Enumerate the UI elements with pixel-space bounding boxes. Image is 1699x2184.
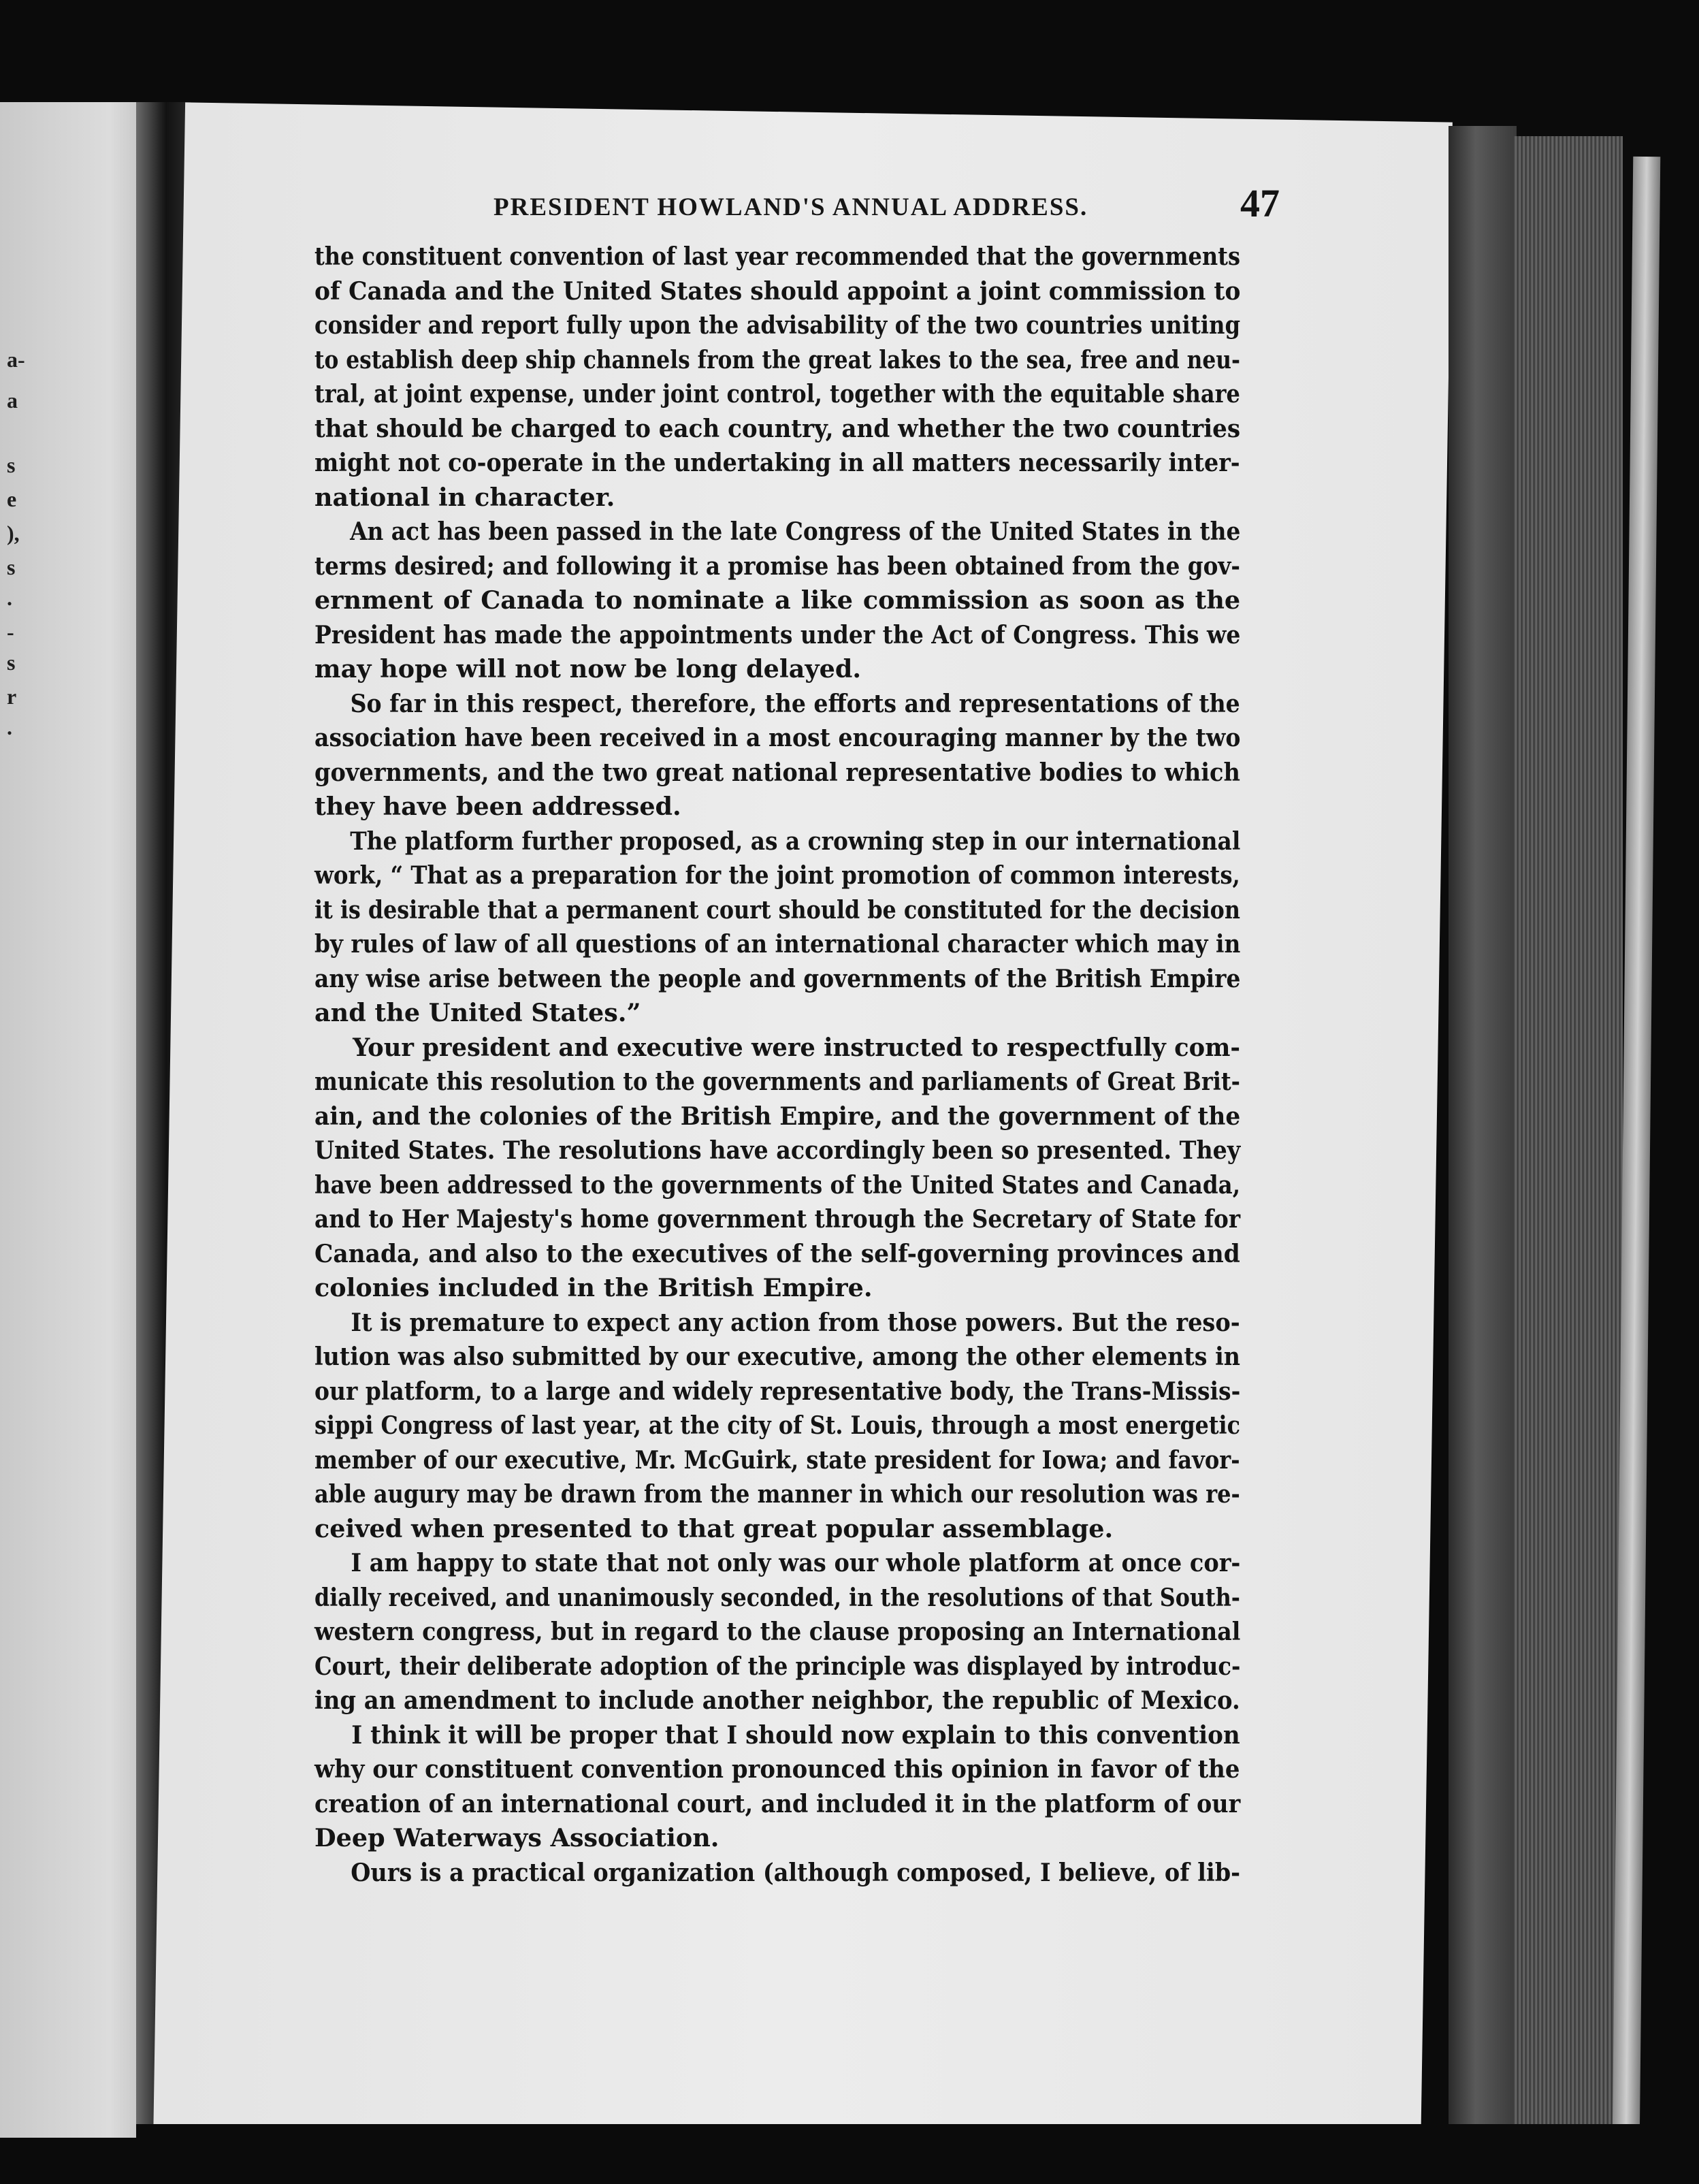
paragraph [314, 240, 1240, 515]
left-page-fragment: a [7, 388, 18, 413]
text-line: western congress, but in regard to the clause proposing an International [314, 1617, 1241, 1646]
text-line: colonies included in the British Empire. [314, 1273, 873, 1302]
text-line: dially received, and unanimously seconded, in the resolutions of that South- [314, 1582, 1241, 1612]
text-line: tral, at joint expense, under joint control, together with the equitable share [314, 379, 1240, 408]
page-header [310, 180, 1280, 235]
left-page-fragment: s [7, 555, 16, 579]
book-page-edges [1514, 136, 1623, 2151]
page-edge-shadow [1449, 126, 1517, 2155]
text-line: work, “ That as a preparation for the joint promotion of common interests, [314, 861, 1240, 890]
paragraph [314, 515, 1240, 687]
text-line: member of our executive, Mr. McGuirk, state president for Iowa; and favor- [314, 1445, 1240, 1475]
text-line: to establish deep ship channels from the great lakes to the sea, free and neu- [314, 344, 1240, 374]
text-line: Court, their deliberate adoption of the principle was displayed by introduc- [314, 1651, 1241, 1681]
text-line: lution was also submitted by our executive, among the other elements in [314, 1342, 1240, 1371]
text-line: ain, and the colonies of the British Empire, and the government of the [314, 1101, 1241, 1131]
text-line: ernment of Canada to nominate a like commission as soon as the [314, 585, 1241, 615]
paragraph [314, 1718, 1240, 1856]
page-number: 47 [1240, 181, 1280, 225]
text-line: have been addressed to the governments of the United States and Canada, [314, 1170, 1241, 1200]
text-line: it is desirable that a permanent court should be constituted for the decision [314, 895, 1240, 925]
text-line: Deep Waterways Association. [314, 1823, 719, 1852]
text-line: of Canada and the United States should appoint a joint commission to [314, 276, 1241, 306]
text-line: Your president and executive were instructed to respectfully com- [353, 1032, 1241, 1062]
text-line: governments, and the two great national representative bodies to which [314, 757, 1240, 787]
running-title: PRESIDENT HOWLAND'S ANNUAL ADDRESS. [493, 193, 1088, 221]
text-line: ceived when presented to that great popular assemblage. [314, 1513, 1114, 1543]
text-line: The platform further proposed, as a crowning step in our international [350, 826, 1241, 856]
text-line: ing an amendment to include another neighbor, the republic of Mexico. [314, 1686, 1240, 1715]
paragraph [314, 1306, 1240, 1547]
text-line: So far in this respect, therefore, the efforts and representations of the [350, 688, 1240, 718]
text-line: terms desired; and following it a promise has been obtained from the gov- [314, 551, 1240, 581]
paragraph [314, 1546, 1240, 1718]
text-line: the constituent convention of last year recommended that the governments [314, 242, 1240, 271]
bottom-shadow [136, 2124, 1654, 2184]
left-page-fragment: . [7, 585, 12, 610]
text-line: sippi Congress of last year, at the city of St. Louis, through a most energetic [314, 1411, 1240, 1440]
left-page-fragment: e [7, 487, 17, 511]
paragraph [314, 1856, 1240, 1891]
text-line: and to Her Majesty's home government through the Secretary of State for [314, 1204, 1241, 1234]
text-line: our platform, to a large and widely representative body, the Trans-Missis- [314, 1376, 1241, 1406]
text-line: why our constituent convention pronounced this opinion in favor of the [314, 1754, 1240, 1784]
text-line: An act has been passed in the late Congress of the United States in the [350, 517, 1241, 546]
left-page-fragment: s [7, 650, 16, 675]
text-line: association have been received in a most encouraging manner by the two [314, 723, 1241, 752]
paragraph [314, 687, 1240, 824]
text-line: creation of an international court, and included it in the platform of our [314, 1788, 1241, 1818]
left-page-fragment: - [7, 620, 14, 644]
text-line: might not co-operate in the undertaking in all matters necessarily inter- [314, 448, 1240, 477]
left-page-fragment: r [7, 684, 17, 709]
text-line: It is premature to expect any action from those powers. But the reso- [351, 1307, 1240, 1337]
text-line: and the United States.” [314, 998, 641, 1027]
left-page-fragment: . [7, 715, 12, 739]
paragraph [314, 1031, 1240, 1306]
left-page-fragment: ), [7, 521, 20, 545]
text-line: able augury may be drawn from the manner in which our resolution was re- [314, 1479, 1240, 1509]
text-line: national in character. [314, 482, 615, 512]
text-line: consider and report fully upon the advisability of the two countries uniting [314, 310, 1241, 340]
text-line: Canada, and also to the executives of the self-governing provinces and [314, 1238, 1240, 1268]
text-line: any wise arise between the people and governments of the British Empire [314, 963, 1241, 993]
text-line: United States. The resolutions have accordingly been so presented. They [314, 1136, 1241, 1165]
left-page-fragment: s [7, 453, 16, 477]
text-line: I think it will be proper that I should now explain to this convention [351, 1720, 1240, 1750]
text-line: may hope will not now be long delayed. [314, 654, 862, 684]
text-line: President has made the appointments under the Act of Congress. This we [314, 620, 1241, 649]
body-text [314, 240, 1240, 1890]
previous-page-edge [0, 102, 157, 2138]
left-page-fragment: a- [7, 347, 25, 372]
text-line: that should be charged to each country, and whether the two countries [314, 413, 1241, 443]
text-line: by rules of law of all questions of an international character which may in [314, 929, 1241, 959]
text-line: Ours is a practical organization (although composed, I believe, of lib- [351, 1857, 1241, 1887]
text-line: I am happy to state that not only was our whole platform at once cor- [351, 1548, 1241, 1577]
text-line: municate this resolution to the governments and parliaments of Great Brit- [314, 1067, 1240, 1096]
paragraph [314, 824, 1240, 1031]
text-line: they have been addressed. [314, 792, 681, 821]
